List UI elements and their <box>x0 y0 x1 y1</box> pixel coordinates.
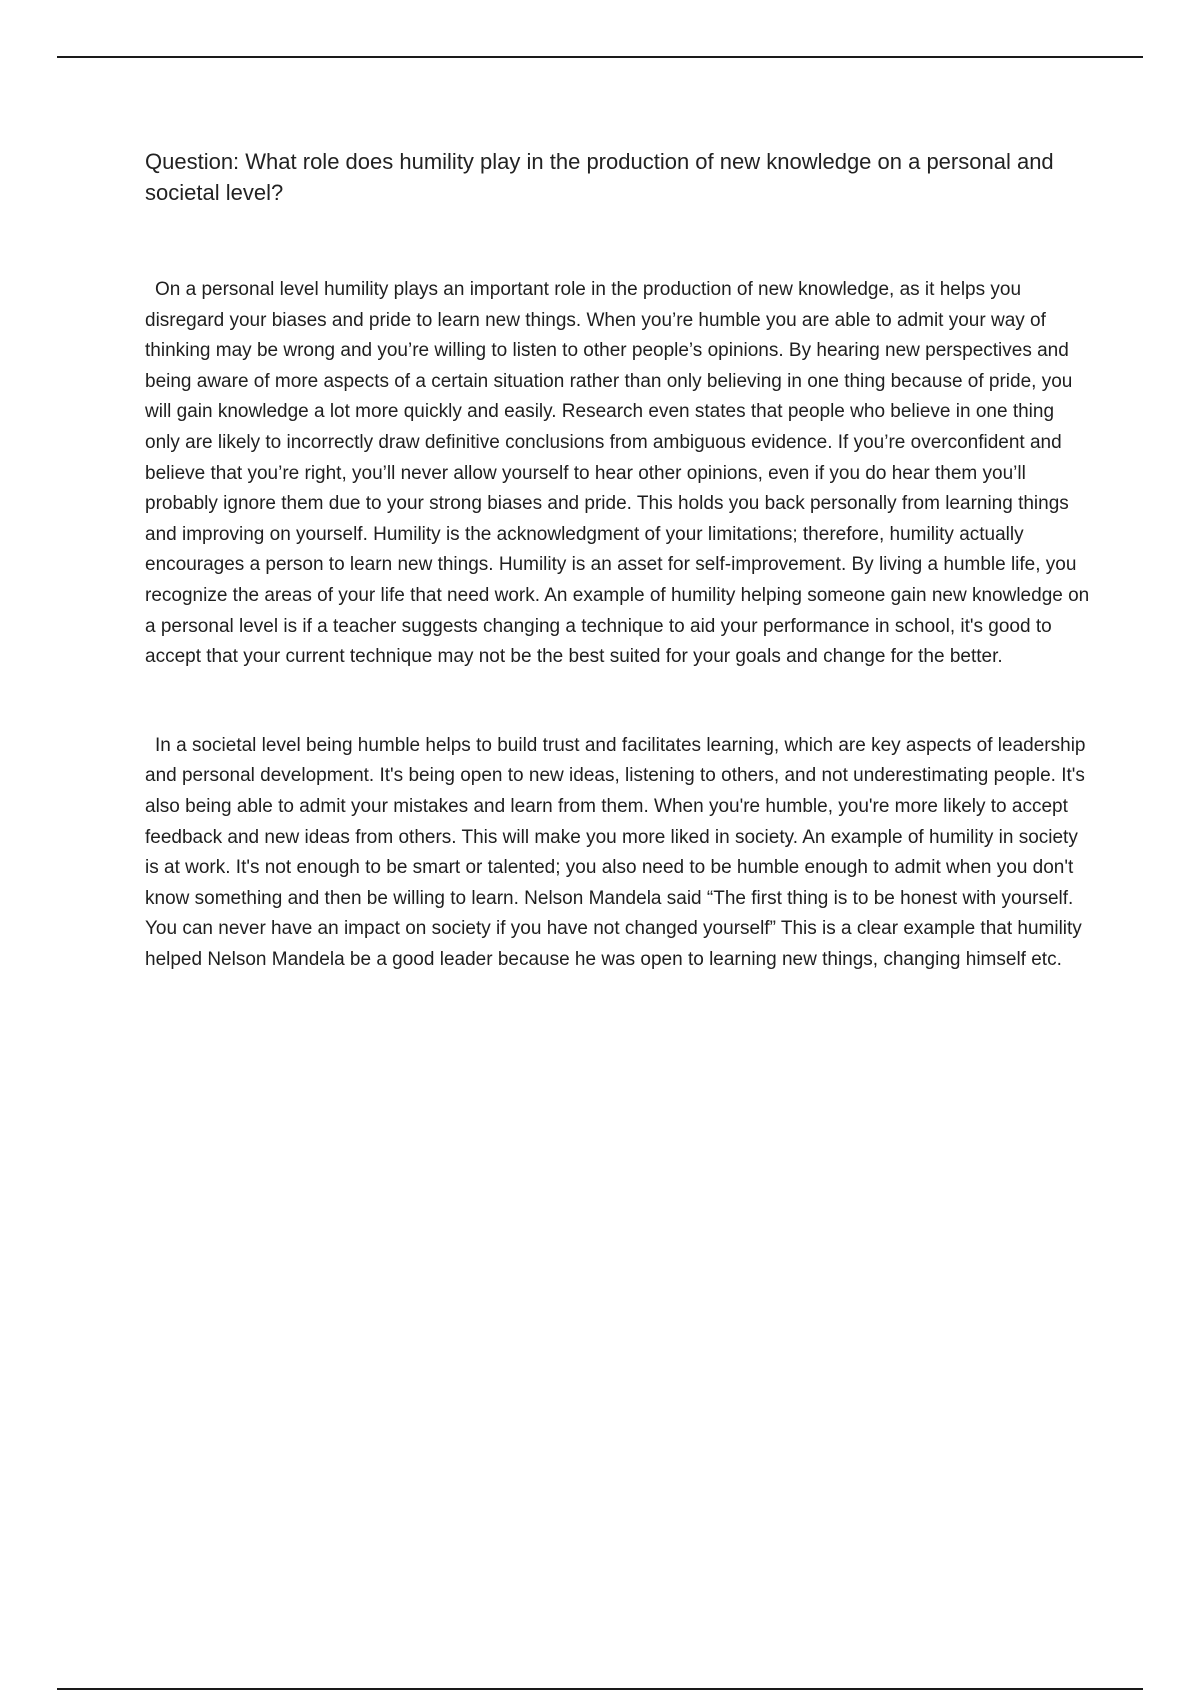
top-rule <box>57 56 1143 58</box>
question-heading: Question: What role does humility play in the production of new knowledge on a personal and societal level? <box>145 149 1054 205</box>
paragraph-personal-level: On a personal level humility plays an important role in the production of new knowledge, as it helps you disregard your biases and pride to learn new things. When you’re humble you are able to admit your way of thinking may be wrong and you’re willing to listen to other people’s opinions. By hearing new perspectives and being aware of more aspects of a certain situation rather than only believing in one thing because of pride, you will gain knowledge a lot more quickly and easily. Research even states that people who believe in one thing only are likely to incorrectly draw definitive conclusions from ambiguous evidence. If you’re overconfident and believe that you’re right, you’ll never allow yourself to hear other opinions, even if you do hear them you’ll probably ignore them due to your strong biases and pride. This holds you back personally from learning things and improving on yourself. Humility is the acknowledgment of your limitations; therefore, humility actually encourages a person to learn new things. Humility is an asset for self-improvement. By living a humble life, you recognize the areas of your life that need work. An example of humility helping someone gain new knowledge on a personal level is if a teacher suggests changing a technique to aid your performance in school, it's good to accept that your current technique may not be the best suited for your goals and change for the better. <box>145 279 1090 668</box>
paragraph-societal-level: In a societal level being humble helps to build trust and facilitates learning, which are key aspects of leadership and personal development. It's being open to new ideas, listening to others, and not underestimating people. It's also being able to admit your mistakes and learn from them. When you're humble, you're more likely to accept feedback and new ideas from others. This will make you more liked in society. An example of humility in society is at work. It's not enough to be smart or talented; you also need to be humble enough to admit when you don't know something and then be willing to learn. Nelson Mandela said “The first thing is to be honest with yourself. You can never have an impact on society if you have not changed yourself” This is a clear example that humility helped Nelson Mandela be a good leader because he was open to learning new things, changing himself etc. <box>145 734 1086 970</box>
document-body <box>145 146 1090 975</box>
bottom-rule <box>57 1688 1143 1690</box>
